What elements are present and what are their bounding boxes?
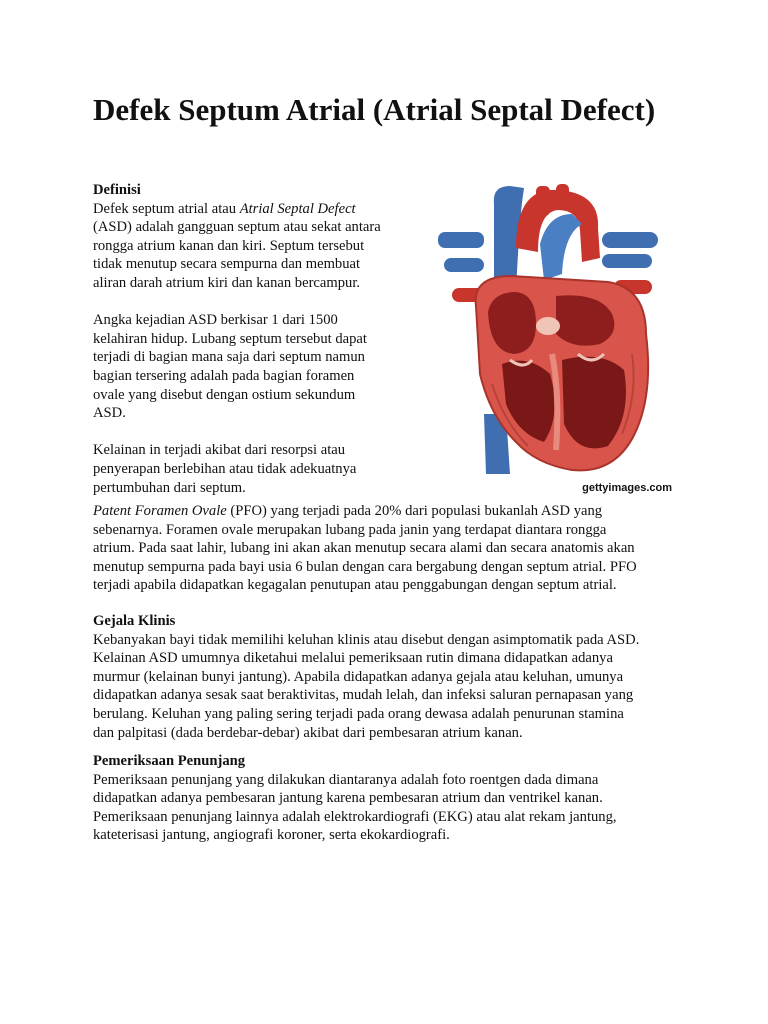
gejala-klinis-paragraph bbox=[93, 631, 683, 743]
paragraph-line: berulang. Keluhan yang paling sering terjadi pada orang dewasa adalah penurunan stamina bbox=[93, 705, 624, 722]
paragraph-line: kelahiran hidup. Lubang septum tersebut dapat bbox=[93, 330, 367, 347]
paragraph-line: menutup sempurna pada bayi usia 6 bulan dengan cara bergabung dengan septum atrial. PFO bbox=[93, 558, 637, 575]
heart-anatomy-icon bbox=[432, 184, 672, 479]
pemeriksaan-penunjang-paragraph bbox=[93, 771, 683, 845]
paragraph-line: murmur (kelainan bunyi jantung). Apabila didapatkan adanya gejala atau keluhan, umunya bbox=[93, 668, 624, 685]
paragraph-line: terjadi apabila didapatkan kegagalan penutupan atau penggabungan dengan septum atrial. bbox=[93, 577, 617, 594]
heart-illustration bbox=[432, 184, 672, 494]
definisi-paragraph-3 bbox=[93, 441, 413, 497]
pfo-section bbox=[93, 502, 683, 595]
paragraph-line: Pemeriksaan penunjang yang dilakukan diantaranya adalah foto roentgen dada dimana bbox=[93, 771, 599, 788]
definisi-line: aliran darah atrium kiri dan kanan bercampur. bbox=[93, 274, 361, 291]
paragraph-line: ovale yang disebut dengan ostium sekundum bbox=[93, 386, 356, 403]
paragraph-line: Angka kejadian ASD berkisar 1 dari 1500 bbox=[93, 312, 338, 329]
definisi-intro-text: Defek septum atrial atau bbox=[93, 200, 240, 217]
pemeriksaan-penunjang-section bbox=[93, 752, 683, 845]
paragraph-line: terjadi di bagian mana saja dari septum namun bbox=[93, 349, 365, 366]
pfo-term: Patent Foramen Ovale bbox=[93, 503, 227, 519]
paragraph-line: Kelainan ASD umumnya diketahui melalui pemeriksaan rutin dimana didapatkan adanya bbox=[93, 650, 613, 667]
definisi-paragraph-2 bbox=[93, 311, 413, 423]
gejala-klinis-section bbox=[93, 612, 683, 742]
definisi-line: tidak menutup secara sempurna dan membuat bbox=[93, 256, 361, 273]
paragraph-line: ASD. bbox=[93, 405, 126, 422]
paragraph-line: kateterisasi jantung, angiografi koroner, serta ekokardiografi. bbox=[93, 827, 450, 844]
pfo-paragraph bbox=[93, 502, 683, 595]
gejala-klinis-heading: Gejala Klinis bbox=[93, 613, 176, 629]
definisi-heading: Definisi bbox=[93, 182, 141, 198]
definisi-section bbox=[93, 181, 413, 497]
page-title: Defek Septum Atrial (Atrial Septal Defect) bbox=[93, 92, 656, 127]
paragraph-line: dan palpitasi (dada berdebar-debar) akibat dari pembesaran atrium kanan. bbox=[93, 724, 523, 741]
definisi-line: (ASD) adalah gangguan septum atau sekat antara bbox=[93, 219, 381, 236]
paragraph-line: Kelainan in terjadi akibat dari resorpsi atau bbox=[93, 442, 346, 459]
definisi-paragraph-1 bbox=[93, 200, 413, 293]
paragraph-line: sebenarnya. Foramen ovale merupakan lubang pada janin yang terdapat diantara rongga bbox=[93, 521, 607, 538]
paragraph-line: Pemeriksaan penunjang lainnya adalah elektrokardiografi (EKG) atau alat rekam jantung, bbox=[93, 808, 617, 825]
paragraph-line: pertumbuhan dari septum. bbox=[93, 479, 246, 496]
pemeriksaan-penunjang-heading: Pemeriksaan Penunjang bbox=[93, 753, 246, 769]
definisi-line: rongga atrium kanan dan kiri. Septum tersebut bbox=[93, 237, 365, 254]
image-credit: gettyimages.com bbox=[582, 482, 672, 494]
paragraph-line: bagian tersering adalah pada bagian foramen bbox=[93, 367, 355, 384]
paragraph-line: penyerapan berlebihan atau tidak adekuatnya bbox=[93, 460, 357, 477]
definisi-intro-italic: Atrial Septal Defect bbox=[239, 200, 356, 217]
paragraph-line: (PFO) yang terjadi pada 20% dari populasi bukanlah ASD yang bbox=[226, 503, 603, 519]
paragraph-line: didapatkan adanya pembesaran jantung karena pembesaran atrium dan ventrikel kanan. bbox=[93, 790, 603, 807]
paragraph-line: atrium. Pada saat lahir, lubang ini akan akan menutup secara alami dan secara anatomis akan bbox=[93, 540, 635, 557]
paragraph-line: didapatkan adanya sesak saat beraktivitas, mudah lelah, dan infeksi saluran pernapasan yang bbox=[93, 687, 634, 704]
paragraph-line: Kebanyakan bayi tidak memilihi keluhan klinis atau disebut dengan asimptomatik pada ASD. bbox=[93, 631, 640, 648]
